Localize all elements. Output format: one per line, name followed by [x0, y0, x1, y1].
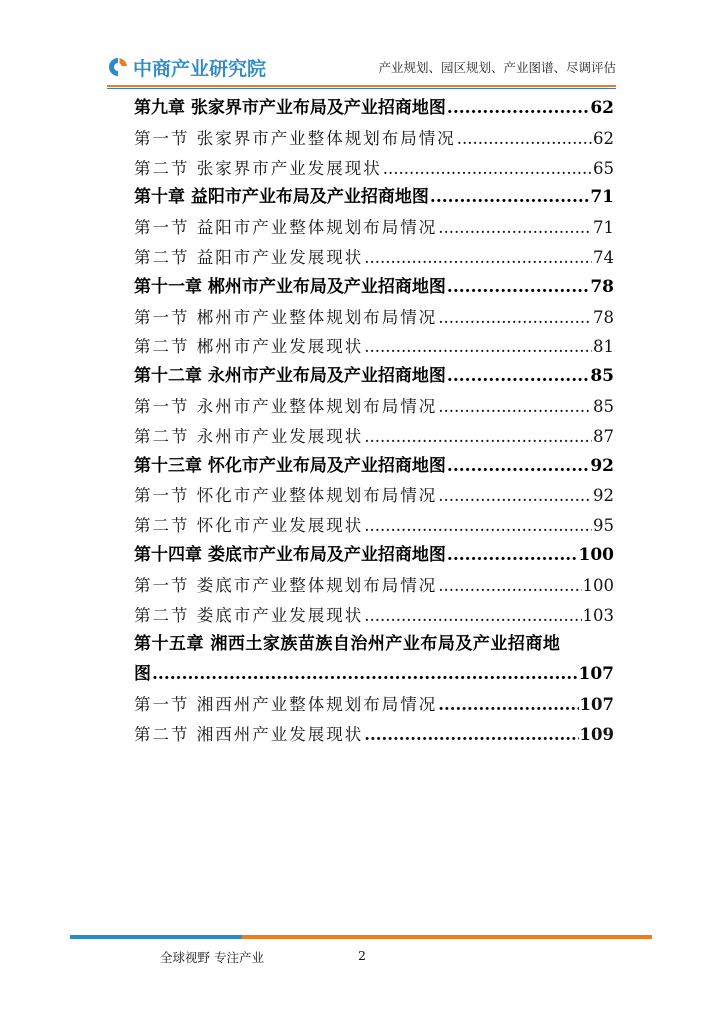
toc-leader-dots — [438, 571, 581, 601]
header-divider-blue — [107, 88, 616, 89]
toc-entry-title: 第二节 怀化市产业发展现状 — [134, 516, 364, 536]
toc-leader-dots — [364, 720, 578, 750]
toc-section-entry[interactable] — [134, 154, 614, 184]
toc-section-entry[interactable] — [134, 422, 614, 452]
toc-chapter-entry[interactable] — [134, 362, 614, 392]
toc-leader-dots — [152, 660, 578, 690]
toc-entry-title: 图 — [134, 664, 151, 685]
toc-entry-page: 103 — [582, 605, 614, 625]
toc-entry-title: 第十二章 永州市产业布局及产业招商地图 — [134, 366, 446, 387]
toc-leader-dots — [447, 362, 589, 392]
toc-leader-dots — [364, 332, 592, 362]
toc-section-entry[interactable] — [134, 243, 614, 273]
toc-entry-page: 78 — [590, 276, 614, 297]
company-logo — [107, 54, 266, 80]
toc-entry-page: 85 — [593, 396, 614, 416]
toc-entry-page: 100 — [578, 544, 614, 565]
toc-leader-dots — [447, 273, 589, 303]
toc-leader-dots — [438, 690, 578, 720]
toc-section-entry[interactable] — [134, 332, 614, 362]
toc-entry-page: 62 — [593, 128, 614, 148]
toc-entry-page: 87 — [593, 426, 614, 446]
header-tagline: 产业规划、园区规划、产业图谱、尽调评估 — [378, 60, 616, 75]
toc-leader-dots — [383, 154, 592, 184]
toc-leader-dots — [447, 94, 589, 124]
footer-divider-orange — [242, 935, 652, 939]
toc-entry-title: 第一节 张家界市产业整体规划布局情况 — [134, 128, 456, 148]
toc-section-entry[interactable] — [134, 720, 614, 750]
toc-chapter-wrapped-line1[interactable]: 第十五章 湘西土家族苗族自治州产业布局及产业招商地 — [134, 634, 561, 655]
toc-leader-dots — [447, 452, 589, 482]
toc-entry-title: 第二节 益阳市产业发展现状 — [134, 247, 364, 267]
table-of-contents — [134, 94, 614, 750]
toc-entry-title: 第二节 郴州市产业发展现状 — [134, 337, 364, 357]
toc-entry-page: 109 — [579, 724, 614, 744]
toc-chapter-entry[interactable] — [134, 273, 614, 303]
logo-text: 中商产业研究院 — [133, 57, 267, 80]
toc-section-entry[interactable] — [134, 481, 614, 511]
toc-entry-page: 100 — [582, 575, 614, 595]
toc-entry-title: 第一节 郴州市产业整体规划布局情况 — [134, 307, 438, 327]
toc-entry-title: 第十章 益阳市产业布局及产业招商地图 — [134, 187, 429, 208]
toc-entry-page: 95 — [593, 516, 614, 536]
toc-entry-title: 第一节 益阳市产业整体规划布局情况 — [134, 218, 438, 238]
toc-chapter-entry[interactable] — [134, 452, 614, 482]
page-header — [0, 0, 724, 92]
footer-slogan: 全球视野 专注产业 — [160, 950, 264, 965]
toc-section-entry[interactable] — [134, 601, 614, 631]
toc-entry-page: 81 — [593, 337, 614, 357]
toc-entry-title: 第二节 张家界市产业发展现状 — [134, 158, 382, 178]
toc-chapter-entry[interactable] — [134, 94, 614, 124]
toc-chapter-entry[interactable] — [134, 541, 614, 571]
toc-entry-page: 62 — [590, 98, 614, 118]
toc-entry-title: 第二节 娄底市产业发展现状 — [134, 605, 364, 625]
toc-leader-dots — [447, 541, 578, 571]
toc-entry-title: 第一节 娄底市产业整体规划布局情况 — [134, 575, 438, 595]
toc-entry-page: 65 — [593, 158, 614, 178]
toc-entry-title: 第二节 湘西州产业发展现状 — [134, 724, 364, 744]
toc-entry-title: 第十四章 娄底市产业布局及产业招商地图 — [134, 544, 446, 565]
toc-entry-page: 92 — [590, 455, 614, 476]
toc-leader-dots — [430, 183, 589, 213]
logo-icon — [107, 56, 129, 78]
toc-leader-dots — [364, 243, 592, 273]
toc-leader-dots — [438, 392, 592, 422]
toc-chapter-wrapped-line2[interactable] — [134, 660, 614, 690]
toc-section-entry[interactable] — [134, 511, 614, 541]
toc-section-entry[interactable] — [134, 571, 614, 601]
toc-leader-dots — [364, 422, 592, 452]
toc-section-entry[interactable] — [134, 124, 614, 154]
toc-leader-dots — [364, 511, 592, 541]
toc-section-entry[interactable] — [134, 690, 614, 720]
toc-entry-title: 第二节 永州市产业发展现状 — [134, 426, 364, 446]
footer-divider-blue — [70, 935, 242, 939]
toc-entry-title: 第九章 张家界市产业布局及产业招商地图 — [134, 98, 446, 118]
toc-entry-title: 第十一章 郴州市产业布局及产业招商地图 — [134, 276, 446, 297]
toc-section-entry[interactable] — [134, 392, 614, 422]
toc-entry-page: 92 — [593, 486, 614, 506]
toc-leader-dots — [364, 601, 581, 631]
toc-section-entry[interactable] — [134, 303, 614, 333]
header-divider-orange — [107, 85, 616, 87]
toc-leader-dots — [438, 213, 592, 243]
toc-leader-dots — [438, 481, 592, 511]
toc-entry-page: 71 — [593, 218, 614, 238]
toc-entry-title: 第十三章 怀化市产业布局及产业招商地图 — [134, 455, 446, 476]
toc-entry-title: 第一节 怀化市产业整体规划布局情况 — [134, 486, 438, 506]
page-number: 2 — [358, 948, 366, 963]
toc-leader-dots — [438, 303, 592, 333]
toc-entry-page: 71 — [590, 187, 614, 208]
toc-entry-page: 85 — [590, 366, 614, 387]
toc-chapter-entry[interactable] — [134, 183, 614, 213]
toc-entry-page: 74 — [593, 247, 614, 267]
toc-entry-page: 78 — [593, 307, 614, 327]
toc-entry-page: 107 — [578, 664, 614, 685]
toc-entry-title: 第一节 永州市产业整体规划布局情况 — [134, 396, 438, 416]
toc-leader-dots — [457, 124, 592, 154]
toc-section-entry[interactable] — [134, 213, 614, 243]
toc-entry-page: 107 — [579, 694, 614, 714]
toc-entry-title: 第一节 湘西州产业整体规划布局情况 — [134, 694, 438, 714]
